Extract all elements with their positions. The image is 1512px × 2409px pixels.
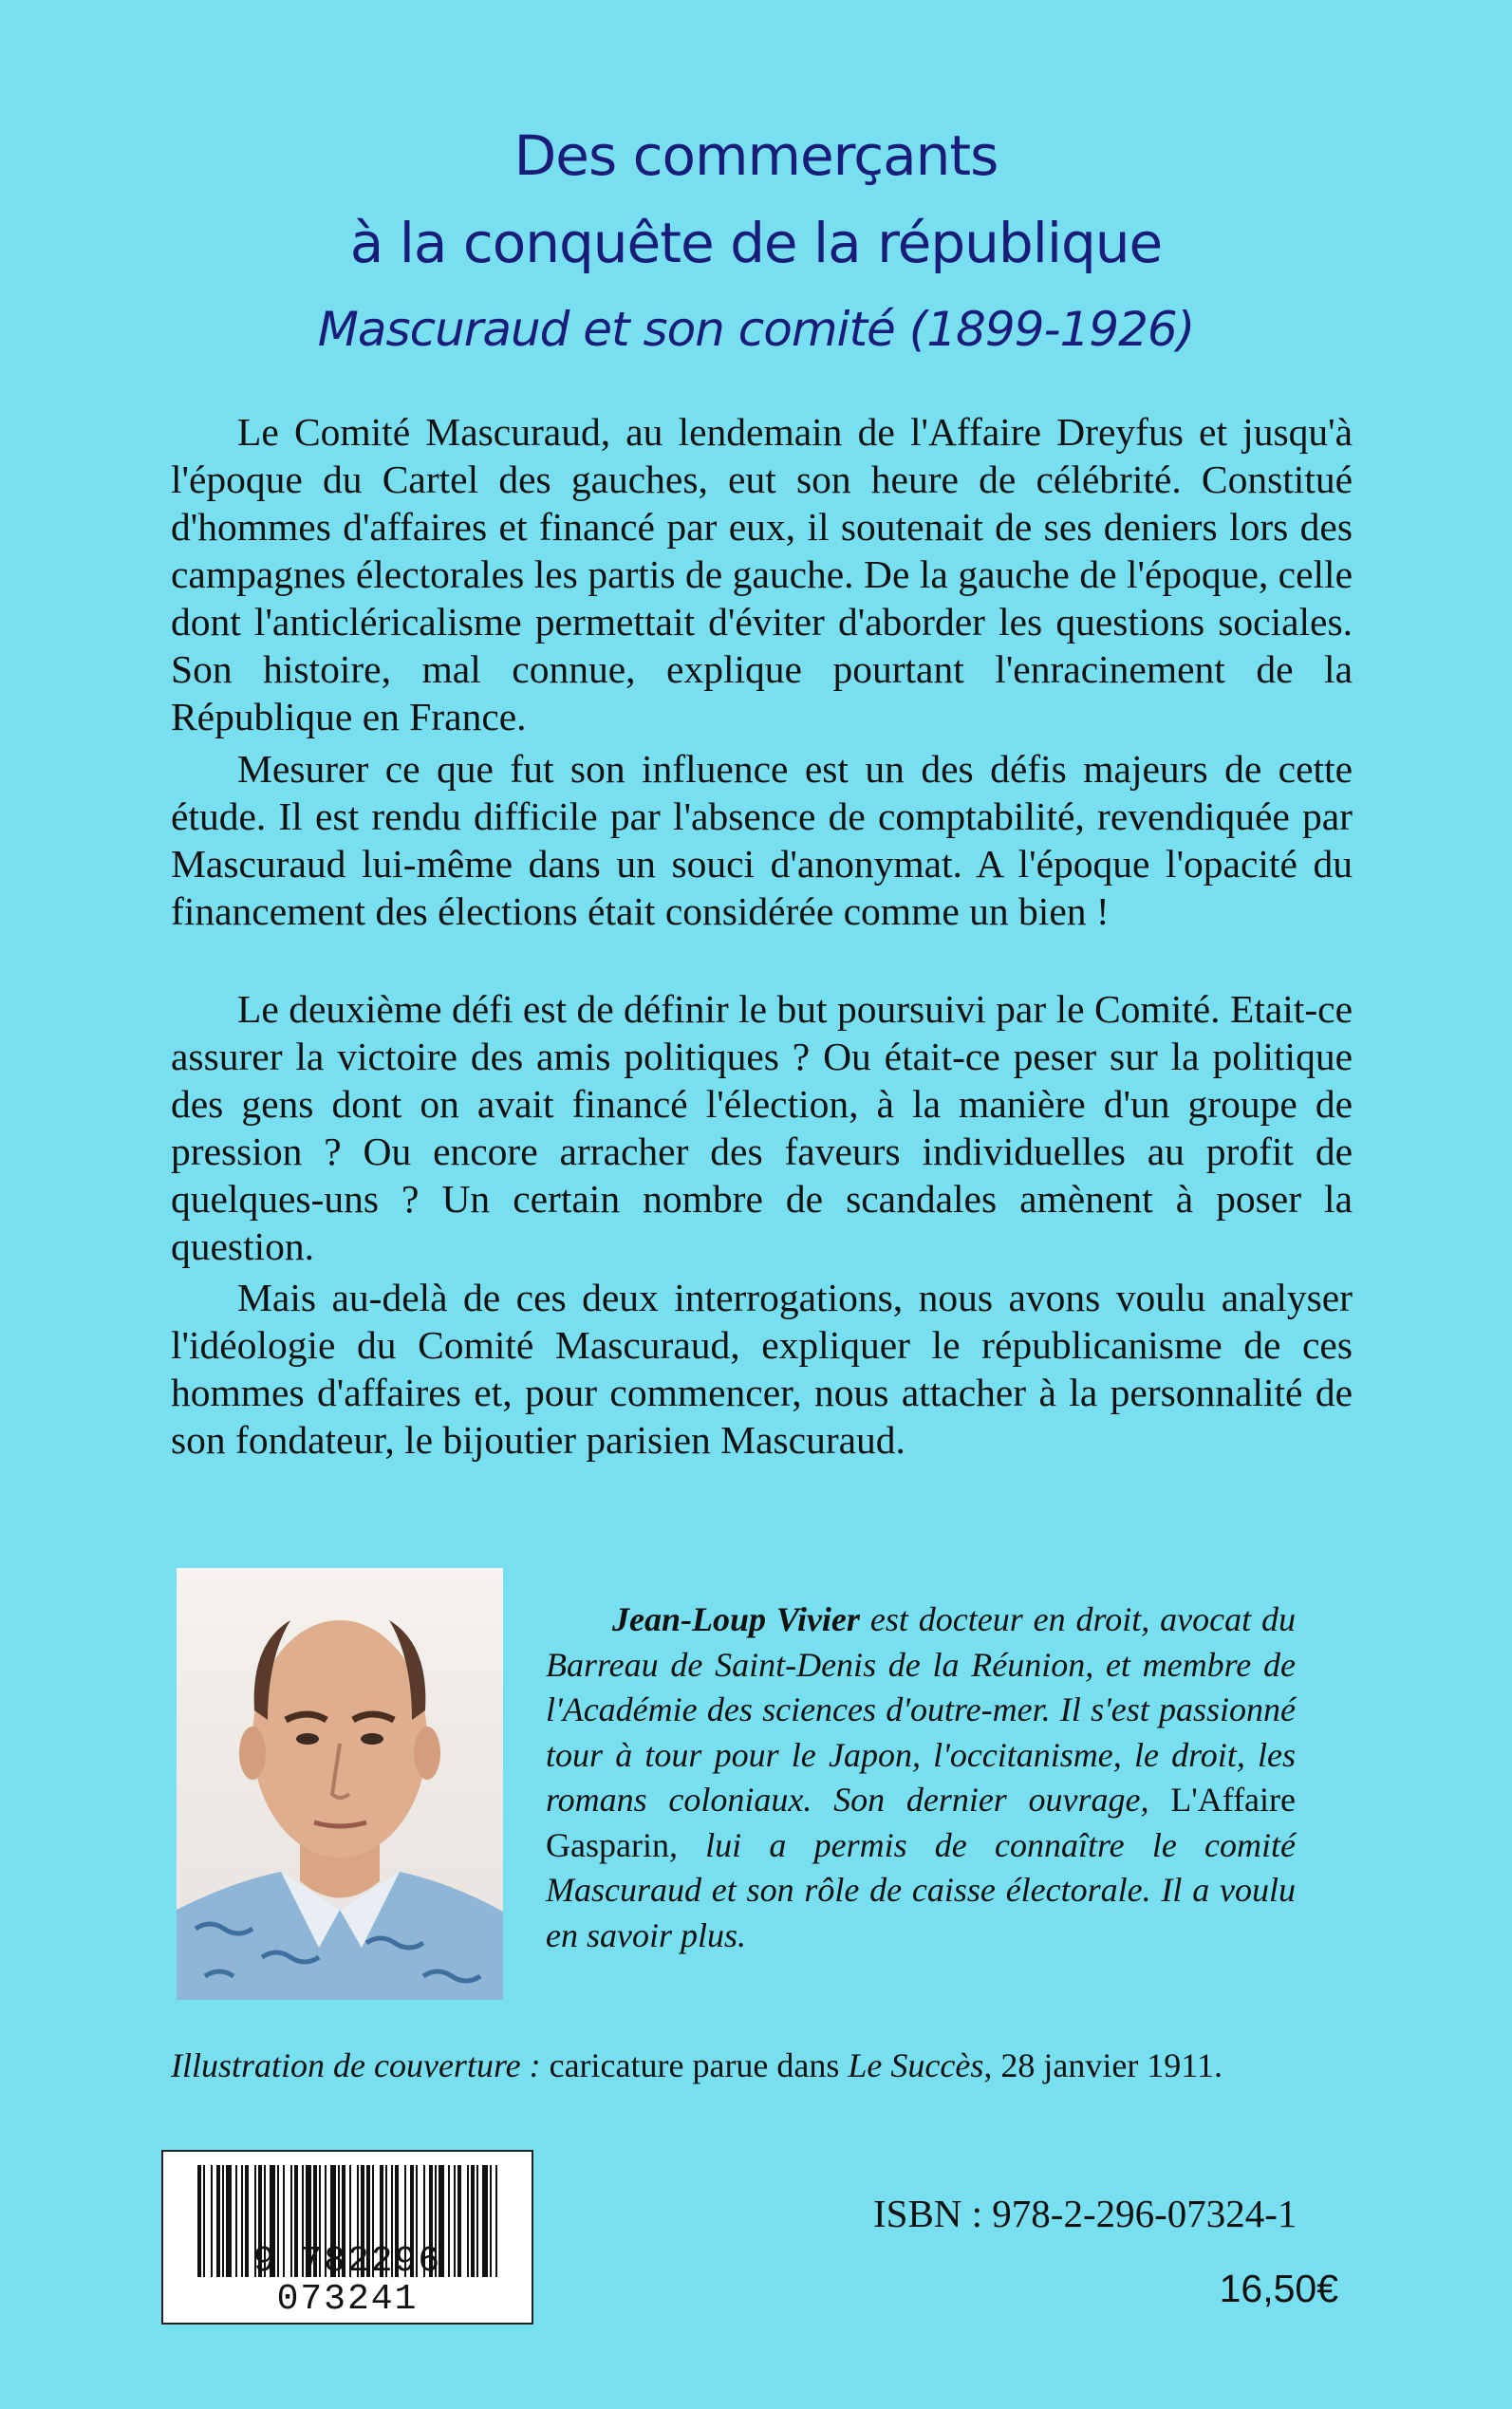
bio-text-a: est docteur en droit, avocat du Barreau de Saint-Denis de la Réunion, et membre de l'Académie des sciences d'outre-mer. Il s'est passionné tour à tour pour le Japon, l'occitanisme, le droit, les romans coloniaux. Son dernier ouvrage, — [546, 1600, 1297, 1819]
bio-text-b: , lui a permis de connaître le comité Mascuraud et son rôle de caisse électorale. Il a voulu en savoir plus. — [546, 1825, 1296, 1954]
price: 16,50€ — [1219, 2267, 1338, 2310]
blurb-paragraph-1: Le Comité Mascuraud, au lendemain de l'Affaire Dreyfus et jusqu'à l'époque du Cartel des gauches, eut son heure de célébrité. Constitué d'hommes d'affaires et financé par eux, il soutenait de ses deniers lors des campagnes électorales les partis de gauche. De la gauche de l'époque, celle dont l'anticléricalisme permettait d'éviter d'aborder les questions sociales. Son histoire, mal connue, explique pourtant l'enracinement de la République en France. — [171, 410, 1353, 738]
credit-text: caricature parue dans — [540, 2046, 849, 2084]
credit-label: Illustration de couverture : — [171, 2046, 541, 2084]
title-line-1: Des commerçants — [513, 123, 999, 188]
barcode-digits: 9 782296 073241 — [252, 2241, 442, 2320]
bio-book-title: L'Affaire Gasparin — [546, 1781, 1296, 1864]
blurb-paragraph-2: Mesurer ce que fut son influence est un des défis majeurs de cette étude. Il est rendu difficile par l'absence de comptabilité, revendiquée par Mascuraud lui-même dans un souci d'anonymat. A l'époque l'opacité du financement des élections était considérée comme un bien ! — [171, 747, 1353, 933]
author-bio — [546, 1597, 1296, 1958]
cover-credit — [171, 2045, 1357, 2086]
author-photo — [177, 1568, 503, 2000]
title-line-2: à la conquête de la république — [349, 211, 1163, 275]
credit-source: Le Succès — [848, 2046, 984, 2084]
subtitle: Mascuraud et son comité (1899-1926) — [317, 302, 1195, 357]
credit-date: , 28 janvier 1911. — [983, 2046, 1223, 2084]
barcode — [161, 2150, 533, 2325]
author-name: Jean-Loup Vivier — [612, 1600, 860, 1638]
blurb-paragraph-3: Le deuxième défi est de définir le but poursuivi par le Comité. Etait-ce assurer la victoire des amis politiques ? Ou était-ce peser sur la politique des gens dont on avait financé l'élection, à la manière d'un groupe de pression ? Ou encore arracher des faveurs individuelles au profit de quelques-uns ? Un certain nombre de scandales amènent à poser la question. — [171, 987, 1353, 1268]
isbn: ISBN : 978-2-296-07324-1 — [873, 2192, 1297, 2235]
blurb-paragraph-4: Mais au-delà de ces deux interrogations, nous avons voulu analyser l'idéologie du Comité Mascuraud, expliquer le républicanisme de ces hommes d'affaires et, pour commencer, nous attacher à la personnalité de son fondateur, le bijoutier parisien Mascuraud. — [171, 1276, 1353, 1462]
